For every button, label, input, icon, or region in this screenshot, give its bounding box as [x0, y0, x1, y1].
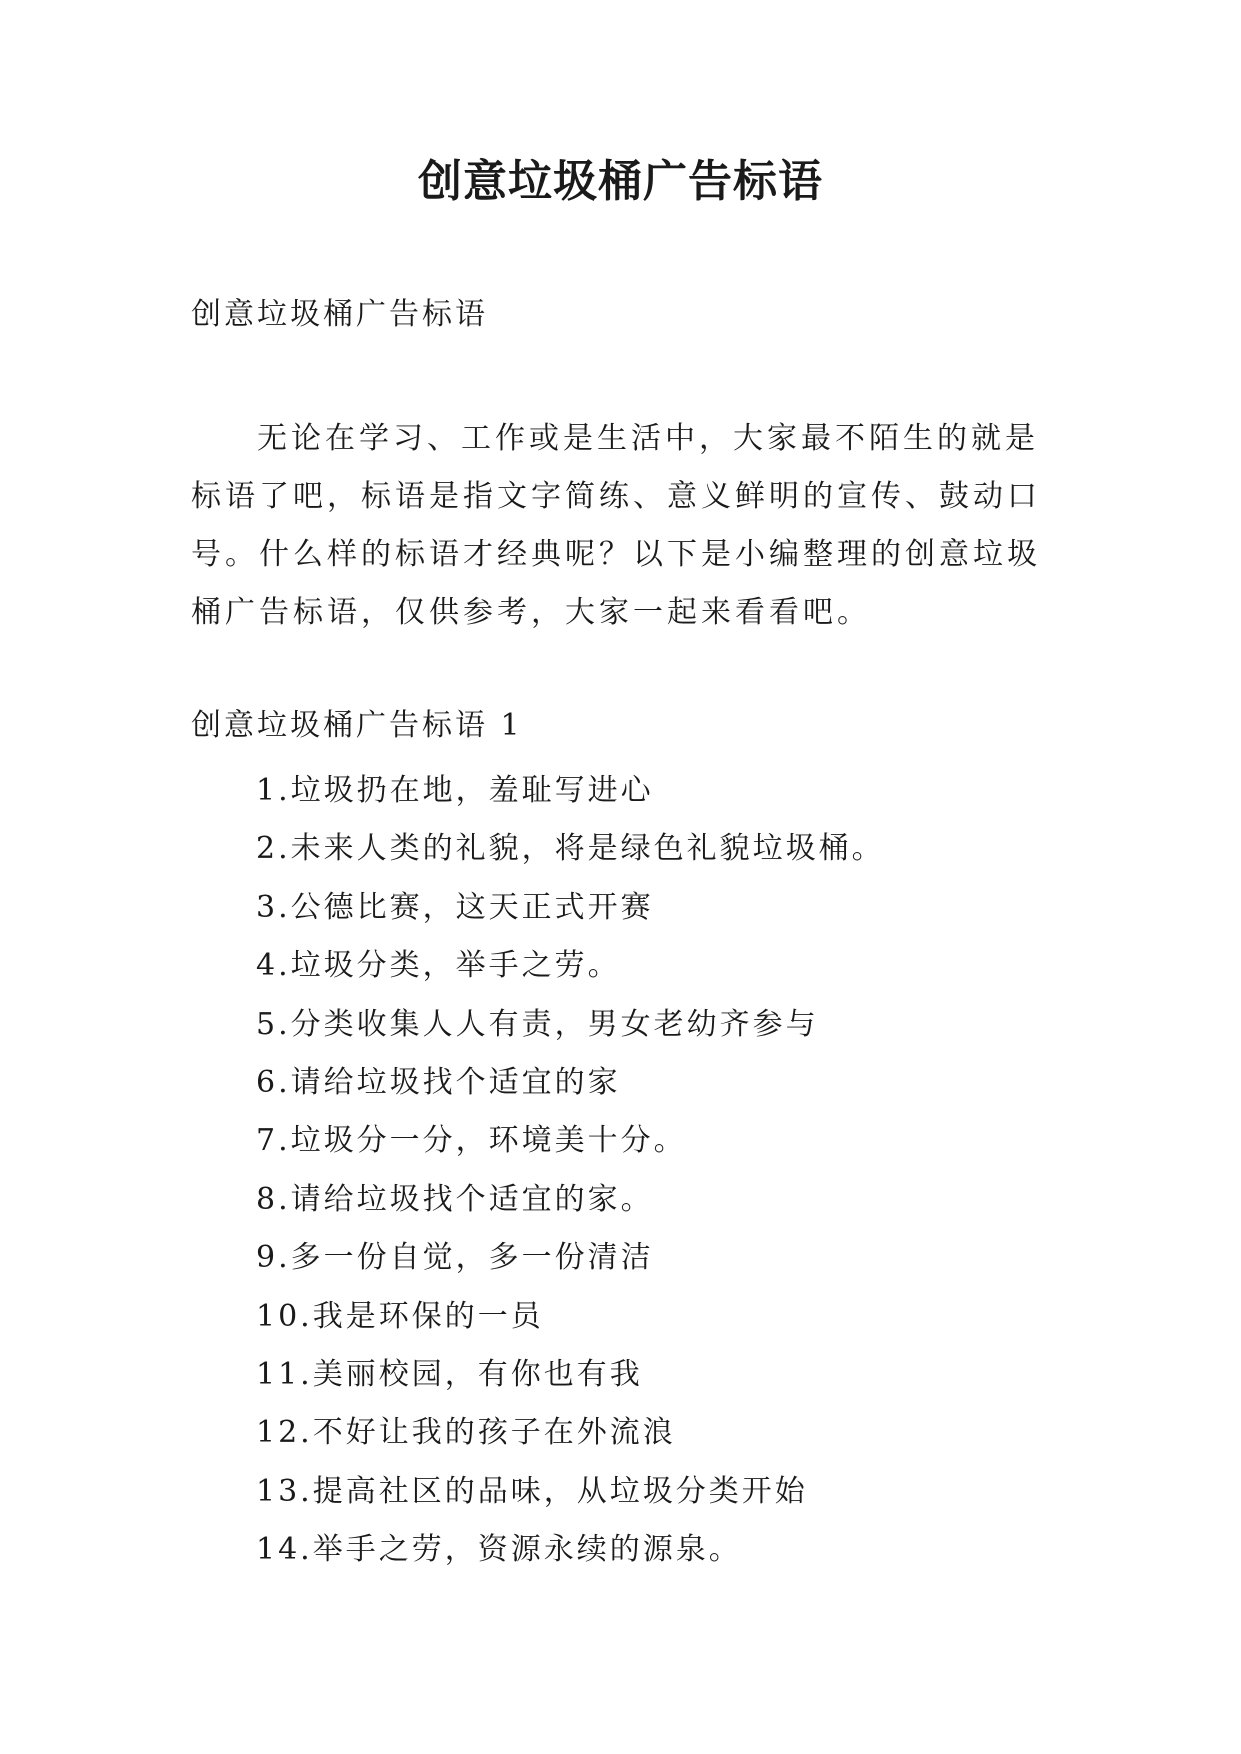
- slogan-item: 5.分类收集人人有责，男女老幼齐参与: [256, 1006, 819, 1042]
- slogan-item: 6.请给垃圾找个适宜的家: [256, 1065, 621, 1101]
- intro-paragraph: 无论在学习、工作或是生活中，大家最不陌生的就是标语了吧，标语是指文字简练、意义鲜明的宣传、鼓动口号。什么样的标语才经典呢？以下是小编整理的创意垃圾桶广告标语，仅供参考，大家一起来看看吧。: [191, 421, 1041, 630]
- slogan-item: 14.举手之劳，资源永续的源泉。: [256, 1532, 742, 1568]
- slogan-item: 2.未来人类的礼貌，将是绿色礼貌垃圾桶。: [256, 831, 885, 867]
- slogan-item: 13.提高社区的品味，从垃圾分类开始: [256, 1473, 808, 1509]
- document-subtitle: 创意垃圾桶广告标语: [191, 297, 488, 332]
- slogan-item: 1.垃圾扔在地，羞耻写进心: [256, 773, 654, 808]
- slogan-item: 7.垃圾分一分，环境美十分。: [256, 1123, 687, 1159]
- slogan-item: 3.公德比赛，这天正式开赛: [256, 889, 654, 925]
- slogan-item: 8.请给垃圾找个适宜的家。: [256, 1181, 654, 1217]
- document-title: 创意垃圾桶广告标语: [418, 156, 823, 207]
- slogan-item: 10.我是环保的一员: [256, 1298, 544, 1334]
- section-heading: 创意垃圾桶广告标语 1: [191, 708, 523, 743]
- slogan-item: 9.多一份自觉，多一份清洁: [256, 1240, 654, 1276]
- slogan-item: 4.垃圾分类，举手之劳。: [256, 948, 621, 984]
- slogan-item: 12.不好让我的孩子在外流浪: [256, 1415, 676, 1451]
- slogan-item: 11.美丽校园，有你也有我: [256, 1357, 643, 1393]
- slogan-list: [256, 762, 885, 1580]
